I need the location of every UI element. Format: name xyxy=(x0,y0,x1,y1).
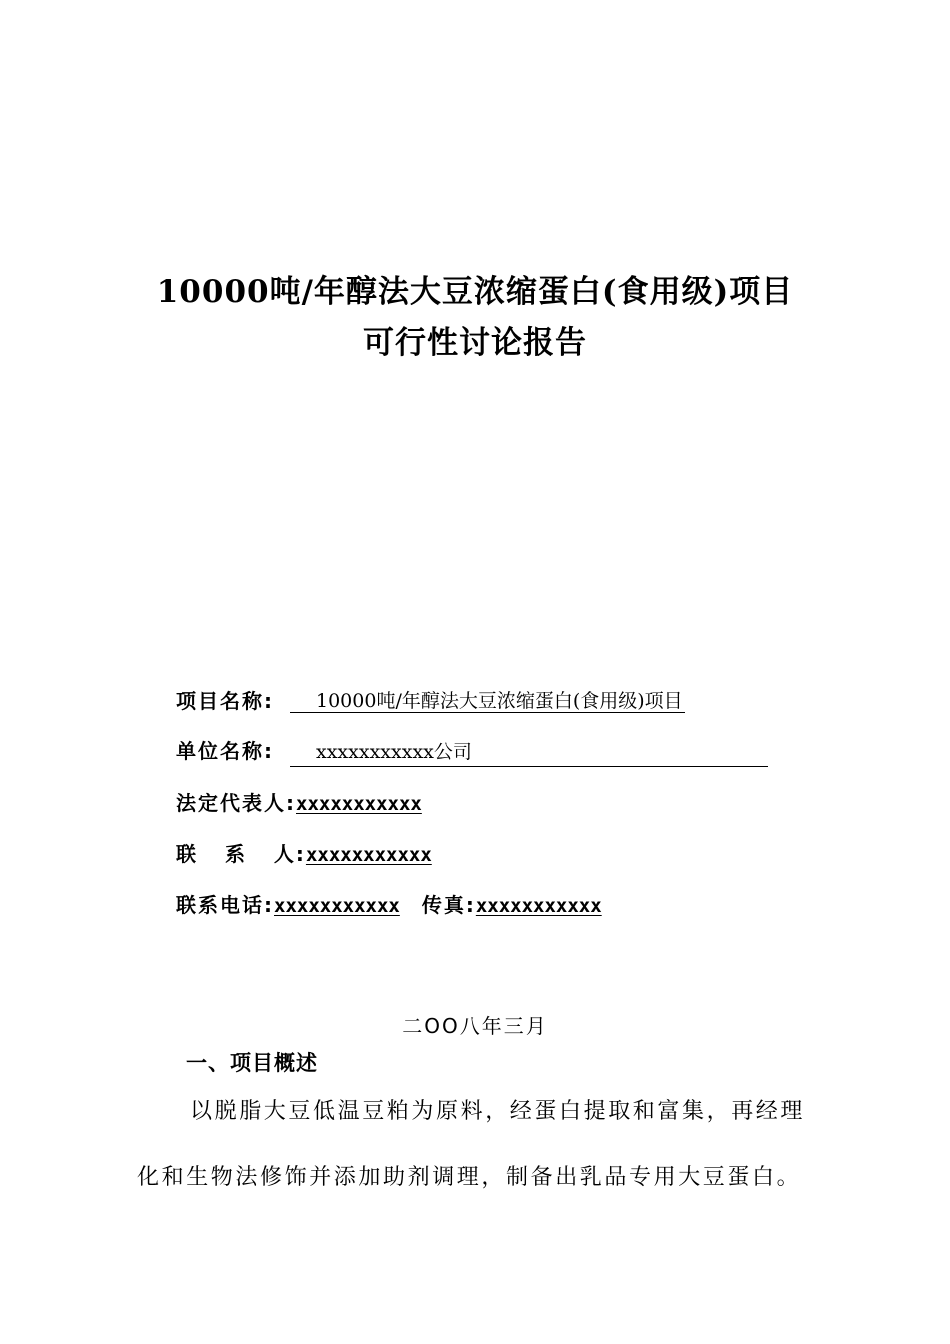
paragraph-line-1: 以脱脂大豆低温豆粕为原料，经蛋白提取和富集，再经理 xyxy=(190,1099,806,1124)
project-name-label: 项目名称: xyxy=(176,689,274,713)
legal-representative-row xyxy=(176,789,422,818)
section-heading: 一、项目概述 xyxy=(186,1051,318,1075)
legal-representative-value: xxxxxxxxxxx xyxy=(296,793,422,815)
unit-name-value: xxxxxxxxxxx公司 xyxy=(316,741,472,763)
unit-name-label: 单位名称: xyxy=(176,739,274,763)
fax-label: 传真: xyxy=(421,893,476,917)
fax-value: xxxxxxxxxxx xyxy=(475,895,602,917)
phone-fax-row xyxy=(176,891,602,920)
paragraph-line-2: 化和生物法修饰并添加助剂调理，制备出乳品专用大豆蛋白。 xyxy=(137,1165,802,1190)
document-title-line-1: 10000吨/年醇法大豆浓缩蛋白(食用级)项目 xyxy=(156,274,794,310)
contact-person-row xyxy=(176,840,432,869)
phone-value: xxxxxxxxxxx xyxy=(274,895,400,917)
project-name-value: 10000吨/年醇法大豆浓缩蛋白(食用级)项目 xyxy=(290,690,685,713)
document-title-line-2: 可行性讨论报告 xyxy=(363,325,587,361)
project-name-underline xyxy=(290,686,685,715)
unit-name-row xyxy=(176,737,768,767)
document-date: 二OO八年三月 xyxy=(402,1014,548,1038)
project-name-row xyxy=(176,686,685,715)
phone-label: 联系电话: xyxy=(176,893,274,917)
contact-person-value: xxxxxxxxxxx xyxy=(305,844,432,866)
unit-name-underline xyxy=(290,737,768,767)
legal-representative-label: 法定代表人: xyxy=(176,791,296,815)
contact-person-label: 联 系 人: xyxy=(176,842,306,866)
